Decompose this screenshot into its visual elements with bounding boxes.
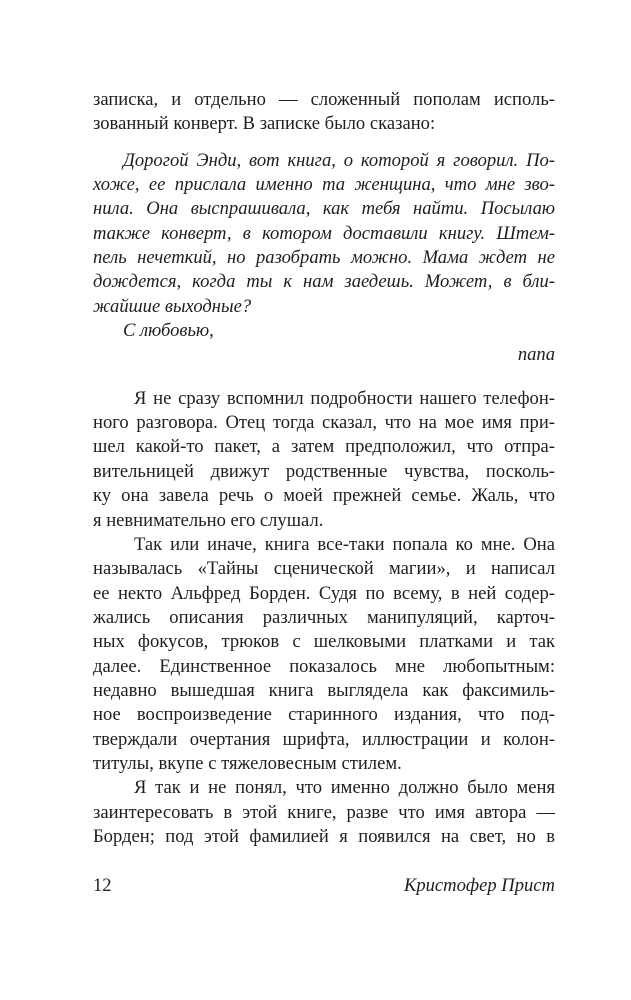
page-number: 12 bbox=[93, 875, 112, 896]
page-text-block bbox=[93, 88, 555, 849]
paragraph-continuation bbox=[93, 88, 555, 137]
text-line: тверждали очертания шрифта, иллюстрации и колон- bbox=[93, 728, 555, 750]
letter-body bbox=[93, 149, 555, 319]
text-line: зованный конверт. В записке было сказано: bbox=[93, 113, 436, 135]
paragraph bbox=[93, 776, 555, 849]
text-line: Борден; под этой фамилией я появился на свет, но в bbox=[93, 825, 555, 847]
text-line: жались описания различных манипуляций, карточ- bbox=[93, 606, 555, 628]
text-line: шел какой-то пакет, а затем предположил, что отпра- bbox=[93, 436, 555, 458]
text-line: ного разговора. Отец тогда сказал, что на мое имя при- bbox=[93, 412, 555, 434]
text-line: Я не сразу вспомнил подробности нашего телефон- bbox=[134, 387, 555, 409]
text-line: далее. Единственное показалось мне любопытным: bbox=[93, 655, 555, 677]
text-line: титулы, вкупе с тяжеловесным стилем. bbox=[93, 752, 402, 774]
text-line: недавно вышедшая книга выглядела как факсимиль- bbox=[93, 679, 555, 701]
text-line: называлась «Тайны сценической магии», и написал bbox=[93, 558, 555, 580]
paragraph bbox=[93, 387, 555, 533]
page-footer bbox=[93, 874, 555, 898]
text-line: нила. Она выспрашивала, как тебя найти. Посылаю bbox=[93, 198, 555, 220]
text-line: ку она завела речь о моей прежней семье. Жаль, что bbox=[93, 485, 555, 507]
text-line: Дорогой Энди, вот книга, о которой я говорил. По- bbox=[123, 149, 555, 171]
text-line: папа bbox=[517, 344, 555, 366]
text-line: заинтересовать в этой книге, разве что имя автора — bbox=[93, 801, 555, 823]
text-line: дождется, когда ты к нам заедешь. Может, в бли- bbox=[93, 271, 555, 293]
text-line: жайшие выходные? bbox=[93, 295, 252, 317]
text-line: ных фокусов, трюков с шелковыми платками и так bbox=[93, 631, 555, 653]
text-line: Я так и не понял, что именно должно было меня bbox=[134, 777, 555, 799]
text-line: записка, и отдельно — сложенный пополам исполь- bbox=[93, 89, 555, 110]
text-line: С любовью, bbox=[123, 320, 214, 342]
letter-signature bbox=[93, 343, 555, 367]
text-line: хоже, ее прислала именно та женщина, что мне зво- bbox=[93, 174, 555, 196]
text-line: вительницей движут родственные чувства, посколь- bbox=[93, 460, 555, 482]
letter-closing bbox=[93, 319, 555, 343]
paragraph bbox=[93, 533, 555, 776]
text-line: ее некто Альфред Борден. Судя по всему, в ней содер- bbox=[93, 582, 555, 604]
text-line: ное воспроизведение старинного издания, что под- bbox=[93, 704, 555, 726]
text-line: также конверт, в котором доставили книгу. Штем- bbox=[93, 222, 555, 244]
text-line: я невнимательно его слушал. bbox=[93, 509, 324, 531]
running-title-author: Кристофер Прист bbox=[403, 875, 555, 896]
text-line: пель нечеткий, но разобрать можно. Мама ждет не bbox=[93, 247, 555, 269]
text-line: Так или иначе, книга все-таки попала ко мне. Она bbox=[134, 533, 555, 555]
